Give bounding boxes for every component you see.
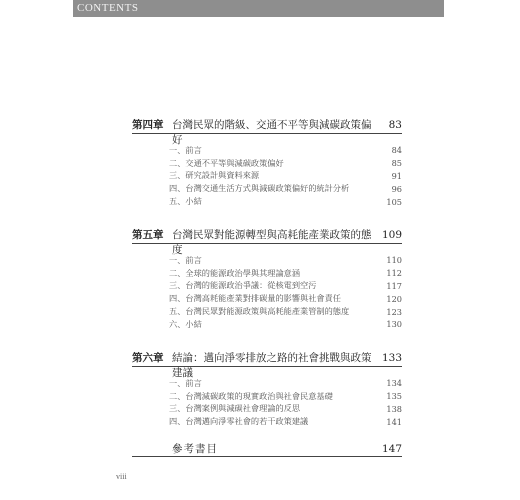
toc-entry-page: 134 xyxy=(386,378,402,389)
toc-entry-page: 96 xyxy=(391,183,402,194)
chapter-title: 台灣民眾對能源轉型與高耗能產業政策的態度 xyxy=(172,229,372,256)
header-bar xyxy=(73,0,444,17)
chapter-heading[interactable] xyxy=(132,227,402,256)
toc-entry[interactable] xyxy=(132,195,402,208)
toc-entry-title: 四、台灣邁向淨零社會的若干政策建議 xyxy=(169,416,309,427)
chapter-page: 83 xyxy=(388,119,402,131)
toc-entry-page: 130 xyxy=(386,319,402,330)
chapter-number: 第四章 xyxy=(132,119,164,131)
toc-entry-page: 84 xyxy=(391,145,402,156)
toc-entry-title: 四、台灣高耗能產業對排碳量的影響與社會責任 xyxy=(169,293,341,304)
toc-entry-title: 五、台灣民眾對能源政策與高耗能產業管制的態度 xyxy=(169,306,350,317)
toc-entry[interactable] xyxy=(132,305,402,318)
toc-entry-title: 二、台灣減碳政策的現實政治與社會民意基礎 xyxy=(169,390,333,401)
chapter-6 xyxy=(132,350,402,428)
toc-entry-title: 四、台灣交通生活方式與減碳政策偏好的統計分析 xyxy=(169,183,350,194)
toc-entry-title: 一、前言 xyxy=(169,254,202,265)
chapter-title: 台灣民眾的階級、交通不平等與減碳政策偏好 xyxy=(172,119,372,146)
toc-entry-title: 三、台灣案例與減碳社會理論的反思 xyxy=(169,403,301,414)
toc-entry-title: 三、研究設計與資料來源 xyxy=(169,170,260,181)
toc-entry-page: 120 xyxy=(386,293,402,304)
section-list xyxy=(132,254,402,331)
section-label: CONTENTS xyxy=(77,2,139,14)
toc-entry-page: 85 xyxy=(391,158,402,169)
toc-entry[interactable] xyxy=(132,280,402,293)
chapter-title: 結論：邁向淨零排放之路的社會挑戰與政策建議 xyxy=(172,352,372,379)
chapter-4 xyxy=(132,117,402,208)
toc-entry-page: 123 xyxy=(386,306,402,317)
toc-entry-title: 二、交通不平等與減碳政策偏好 xyxy=(169,157,284,168)
section-list xyxy=(132,144,402,208)
toc-entry-title: 三、台灣的能源政治爭議：從核電到空污 xyxy=(169,280,317,291)
chapter-5 xyxy=(132,227,402,331)
toc-entry-page: 110 xyxy=(386,255,402,266)
toc-entry-page: 138 xyxy=(386,403,402,414)
toc-entry[interactable] xyxy=(132,182,402,195)
chapter-heading[interactable] xyxy=(132,117,402,146)
toc-entry[interactable] xyxy=(132,377,402,390)
toc-entry[interactable] xyxy=(132,403,402,416)
chapter-heading[interactable] xyxy=(132,350,402,379)
toc-entry[interactable] xyxy=(132,292,402,305)
chapter-number: 第五章 xyxy=(132,229,164,241)
references-page: 147 xyxy=(381,443,402,455)
toc-entry-page: 112 xyxy=(386,268,402,279)
toc-entry-page: 91 xyxy=(391,170,402,181)
toc-entry-page: 105 xyxy=(386,196,402,207)
toc-entry[interactable] xyxy=(132,318,402,331)
chapter-page: 109 xyxy=(381,229,402,241)
toc-entry[interactable] xyxy=(132,144,402,157)
references-title: 參考書目 xyxy=(172,443,218,455)
toc-entry[interactable] xyxy=(132,254,402,267)
toc-entry-title: 二、全球的能源政治學與其理論意涵 xyxy=(169,267,301,278)
toc-entry[interactable] xyxy=(132,170,402,183)
toc-entry[interactable] xyxy=(132,267,402,280)
chapter-page: 133 xyxy=(381,352,402,364)
toc-entry-title: 六、小結 xyxy=(169,318,202,329)
chapter-number: 第六章 xyxy=(132,352,164,364)
toc-entry-title: 一、前言 xyxy=(169,144,202,155)
section-list xyxy=(132,377,402,428)
toc-entry[interactable] xyxy=(132,390,402,403)
toc-entry[interactable] xyxy=(132,415,402,428)
toc-entry-page: 117 xyxy=(386,280,402,291)
toc-entry[interactable] xyxy=(132,157,402,170)
toc-entry-title: 一、前言 xyxy=(169,377,202,388)
references-entry[interactable] xyxy=(132,441,402,457)
toc-entry-page: 135 xyxy=(386,391,402,402)
page-number: viii xyxy=(116,472,127,481)
toc-entry-title: 五、小結 xyxy=(169,196,202,207)
toc-entry-page: 141 xyxy=(386,416,402,427)
